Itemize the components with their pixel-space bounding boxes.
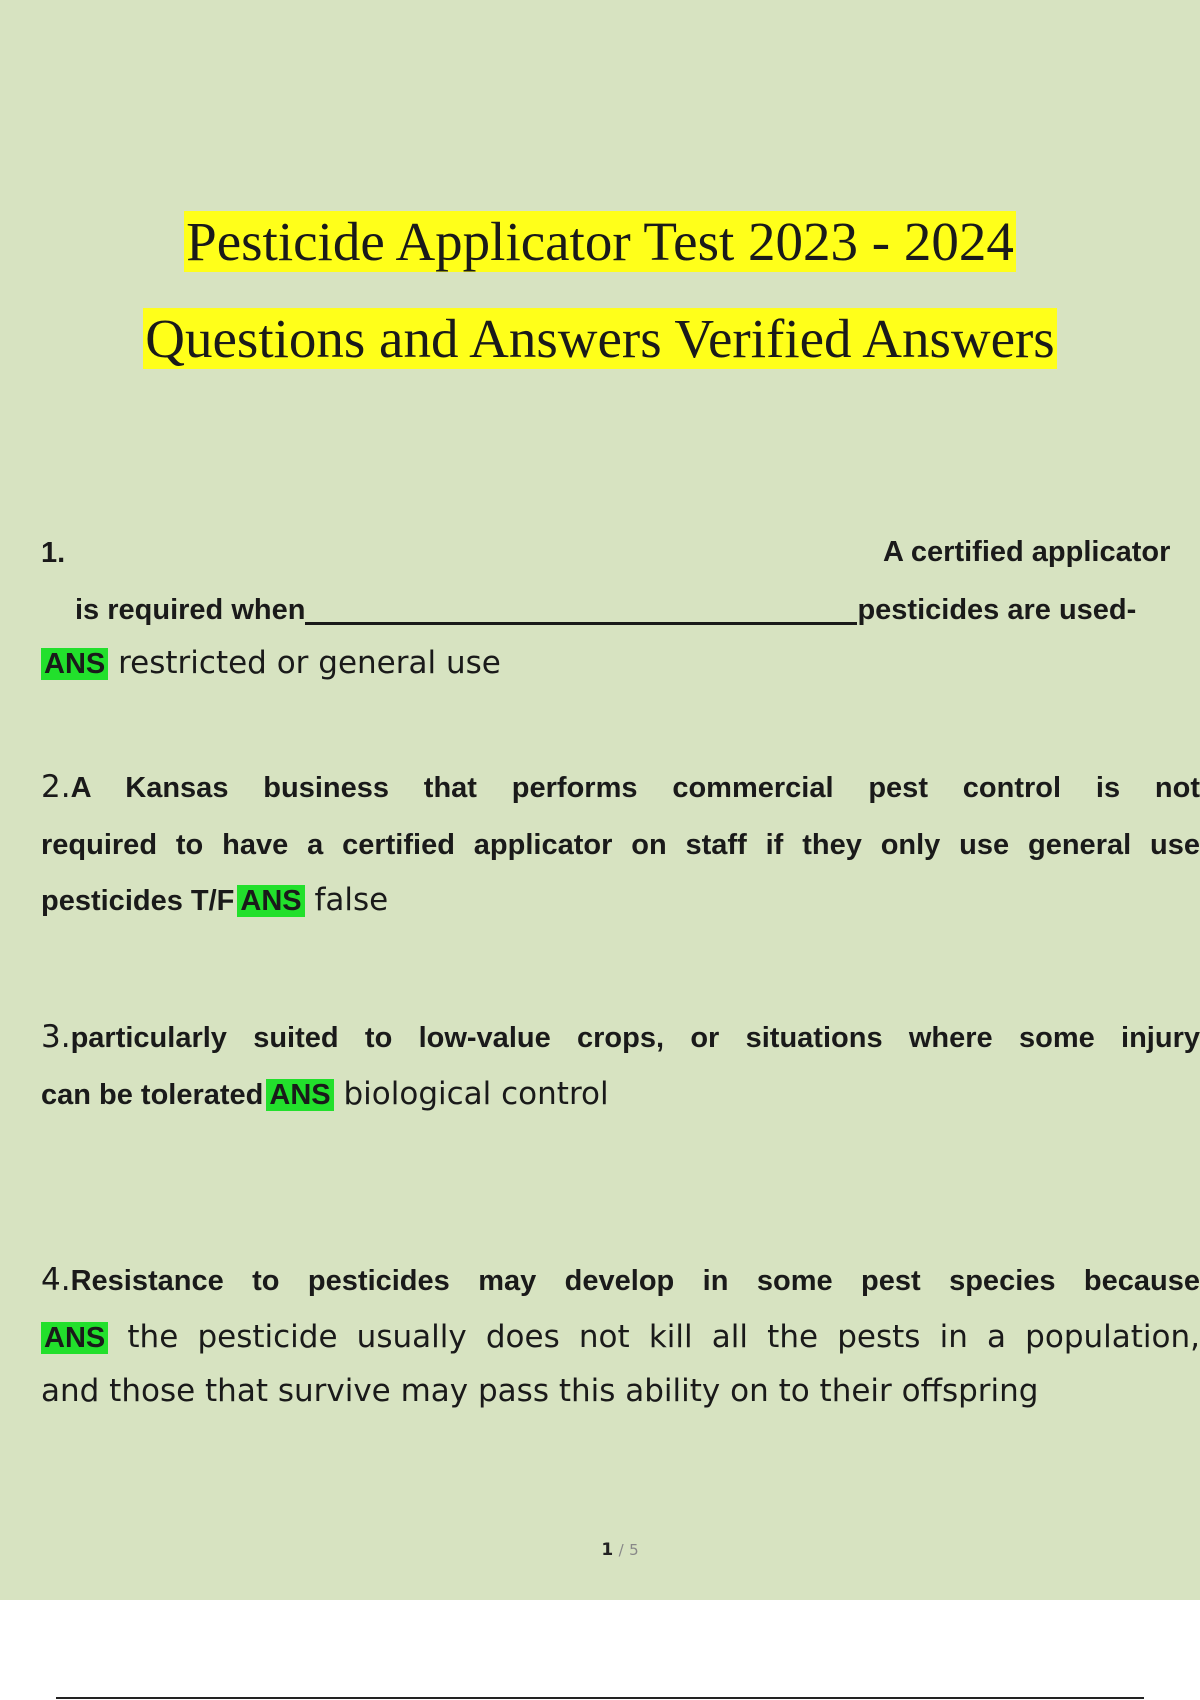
question-3-line-1 <box>41 1017 1200 1058</box>
question-4-answer-2: and those that survive may pass this ability on to their offspring <box>41 1373 1039 1409</box>
answer-tag: ANS <box>266 1079 333 1111</box>
total-pages: 5 <box>629 1541 639 1559</box>
question-4-text-1: Resistance to pesticides may develop in some pest species because <box>70 1265 1200 1297</box>
question-1-text-part-2b: pesticides are used- <box>857 594 1137 626</box>
footer-divider <box>56 1697 1144 1699</box>
question-3-text-1: particularly suited to low-value crops, or situations where some injury <box>70 1022 1200 1054</box>
question-3-answer: biological control <box>343 1076 609 1112</box>
question-1-line-2 <box>75 589 1200 630</box>
question-3-text-2: can be tolerated <box>41 1079 264 1111</box>
question-4-answer-1: the pesticide usually does not kill all the pests in a population, <box>127 1319 1200 1355</box>
question-4-answer-line-1 <box>41 1317 1200 1358</box>
question-2-line-1 <box>41 767 1200 808</box>
question-4-line-1 <box>41 1260 1200 1301</box>
answer-tag: ANS <box>41 1322 108 1354</box>
document-title-line-2: Questions and Answers Verified Answers <box>145 308 1055 369</box>
question-1-text-part-2a: is required when <box>75 594 306 626</box>
answer-tag: ANS <box>237 885 304 917</box>
question-3-number: 3. <box>41 1019 71 1055</box>
page-separator: / <box>618 1541 624 1559</box>
question-2-answer: false <box>314 882 389 918</box>
question-1-answer-line <box>41 643 1200 684</box>
question-2-text-2: required to have a certified applicator on staff if they only use general use <box>41 829 1200 861</box>
question-1-answer: restricted or general use <box>118 645 501 681</box>
question-4-answer-line-2 <box>41 1371 1200 1411</box>
question-4-number: 4. <box>41 1262 71 1298</box>
page-indicator <box>0 1540 1200 1560</box>
question-2-line-2 <box>41 824 1200 865</box>
question-1-text-part-1: A certified applicator <box>883 536 1171 568</box>
question-1-line-1 <box>41 532 1200 573</box>
question-1-blank <box>305 592 857 625</box>
question-2-number: 2. <box>41 769 71 805</box>
question-2-text-1: A Kansas business that performs commercial pest control is not <box>70 772 1200 804</box>
question-2-line-3 <box>41 880 1200 921</box>
current-page-number: 1 <box>601 1540 614 1560</box>
question-3-line-2 <box>41 1074 1200 1115</box>
document-title-line-1: Pesticide Applicator Test 2023 - 2024 <box>186 211 1014 272</box>
question-1-number: 1. <box>41 537 66 569</box>
answer-tag: ANS <box>41 648 108 680</box>
question-2-text-3: pesticides T/F <box>41 885 235 917</box>
